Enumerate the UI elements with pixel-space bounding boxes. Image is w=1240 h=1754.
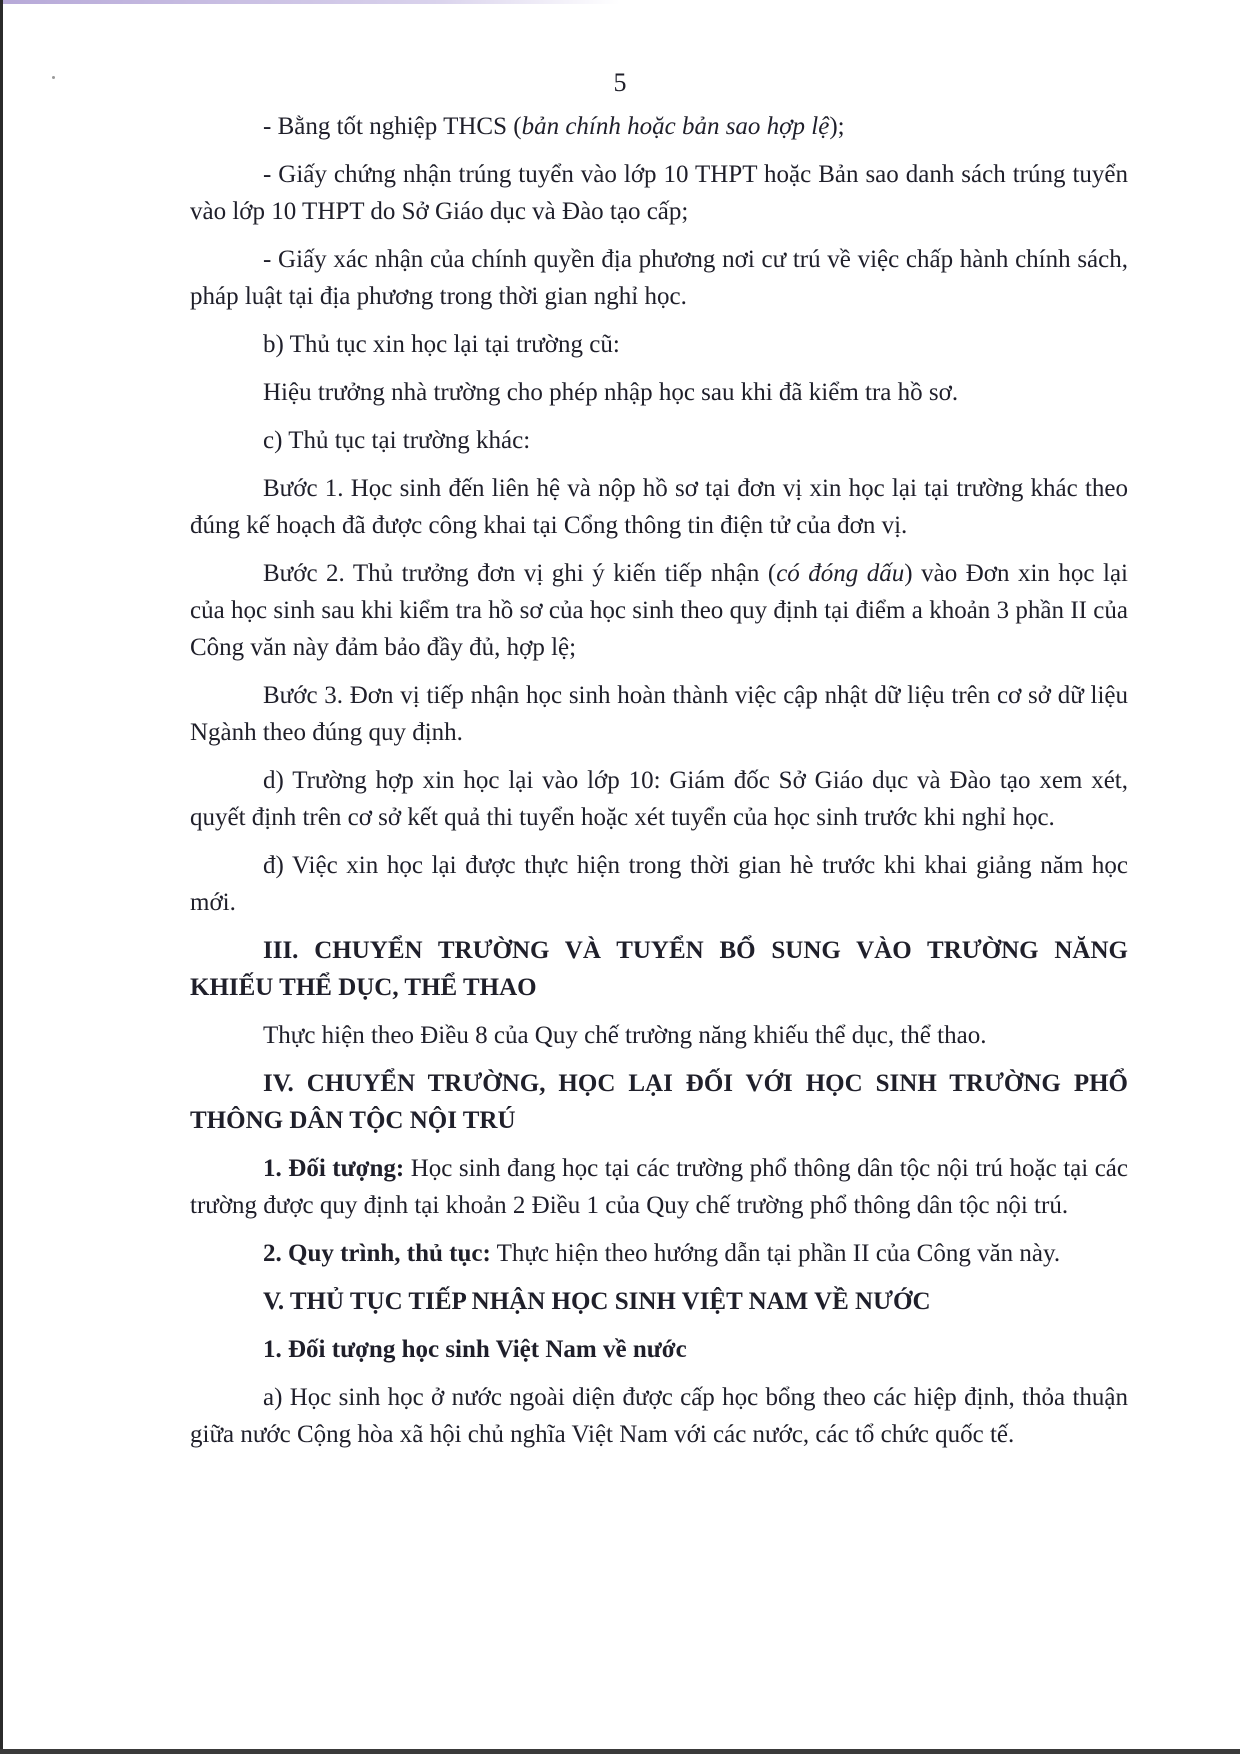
text-run: đ) Việc xin học lại được thực hiện trong thời gian hè trước khi khai giảng năm học mới. <box>190 852 1128 916</box>
paragraph <box>190 762 1128 836</box>
text-run: - Giấy chứng nhận trúng tuyển vào lớp 10 THPT hoặc Bản sao danh sách trúng tuyển vào lớp 10 THPT do Sở Giáo dục và Đào tạo cấp; <box>190 161 1128 225</box>
bold-label: 2. Quy trình, thủ tục: <box>263 1240 491 1267</box>
paragraph <box>190 1017 1128 1054</box>
paragraph <box>190 108 1128 145</box>
text-run: IV. CHUYỂN TRƯỜNG, HỌC LẠI ĐỐI VỚI HỌC SINH TRƯỜNG PHỔ THÔNG DÂN TỘC NỘI TRÚ <box>190 1070 1128 1134</box>
paragraph <box>190 241 1128 315</box>
text-run: 1. Đối tượng học sinh Việt Nam về nước <box>263 1336 687 1363</box>
paragraph <box>190 156 1128 230</box>
paragraph <box>190 1235 1128 1272</box>
text-run: c) Thủ tục tại trường khác: <box>263 427 531 454</box>
page-number: 5 <box>613 68 627 97</box>
scan-edge-bottom <box>0 1749 1240 1754</box>
text-run: ); <box>829 113 845 140</box>
text-run: V. THỦ TỤC TIẾP NHẬN HỌC SINH VIỆT NAM VỀ NƯỚC <box>263 1288 931 1315</box>
paragraph <box>190 470 1128 544</box>
section-heading <box>190 1331 1128 1368</box>
paragraph <box>190 1379 1128 1453</box>
text-run: - Giấy xác nhận của chính quyền địa phương nơi cư trú về việc chấp hành chính sách, pháp luật tại địa phương trong thời gian nghỉ học. <box>190 246 1128 310</box>
paragraph <box>190 555 1128 666</box>
text-run: Thực hiện theo hướng dẫn tại phần II của Công văn này. <box>490 1240 1061 1267</box>
paragraph <box>190 847 1128 921</box>
bold-label: 1. Đối tượng: <box>263 1155 405 1182</box>
text-run: ) vào Đơn xin học lại của học sinh sau khi kiểm tra hồ sơ của học sinh theo quy định tại điểm a khoản 3 phần II của Công văn này đảm bảo đầy đủ, hợp lệ; <box>190 560 1128 661</box>
section-heading <box>190 932 1128 1006</box>
scan-edge-left <box>0 0 3 1754</box>
text-run: Học sinh đang học tại các trường phổ thông dân tộc nội trú hoặc tại các trường được quy định tại khoản 2 Điều 1 của Quy chế trường phổ thông dân tộc nội trú. <box>190 1155 1129 1219</box>
paragraph <box>190 326 1128 363</box>
text-run: Bước 3. Đơn vị tiếp nhận học sinh hoàn thành việc cập nhật dữ liệu trên cơ sở dữ liệu Ngành theo đúng quy định. <box>190 682 1128 746</box>
paragraph <box>190 677 1128 751</box>
text-run: d) Trường hợp xin học lại vào lớp 10: Giám đốc Sở Giáo dục và Đào tạo xem xét, quyết định trên cơ sở kết quả thi tuyển hoặc xét tuyển của học sinh trước khi nghỉ học. <box>190 767 1128 831</box>
text-run: Bước 2. Thủ trưởng đơn vị ghi ý kiến tiếp nhận ( <box>263 560 777 587</box>
italic-text: có đóng dấu <box>776 560 905 587</box>
text-run: Hiệu trưởng nhà trường cho phép nhập học sau khi đã kiểm tra hồ sơ. <box>263 379 959 406</box>
text-run: Bước 1. Học sinh đến liên hệ và nộp hồ sơ tại đơn vị xin học lại tại trường khác theo đúng kế hoạch đã được công khai tại Cổng thông tin điện tử của đơn vị. <box>190 475 1128 539</box>
text-run: - Bằng tốt nghiệp THCS ( <box>263 113 522 140</box>
text-run: Thực hiện theo Điều 8 của Quy chế trường năng khiếu thể dục, thể thao. <box>263 1022 987 1049</box>
document-body <box>190 108 1128 1464</box>
text-run: a) Học sinh học ở nước ngoài diện được cấp học bổng theo các hiệp định, thỏa thuận giữa nước Cộng hòa xã hội chủ nghĩa Việt Nam với các nước, các tổ chức quốc tế. <box>190 1384 1128 1448</box>
scan-edge-top <box>0 0 620 4</box>
paragraph <box>190 422 1128 459</box>
paragraph <box>190 1150 1128 1224</box>
italic-text: bản chính hoặc bản sao hợp lệ <box>521 113 830 140</box>
section-heading <box>190 1065 1128 1139</box>
paragraph <box>190 374 1128 411</box>
text-run: b) Thủ tục xin học lại tại trường cũ: <box>263 331 620 358</box>
section-heading <box>190 1283 1128 1320</box>
text-run: III. CHUYỂN TRƯỜNG VÀ TUYỂN BỔ SUNG VÀO TRƯỜNG NĂNG KHIẾU THỂ DỤC, THỂ THAO <box>190 937 1128 1001</box>
